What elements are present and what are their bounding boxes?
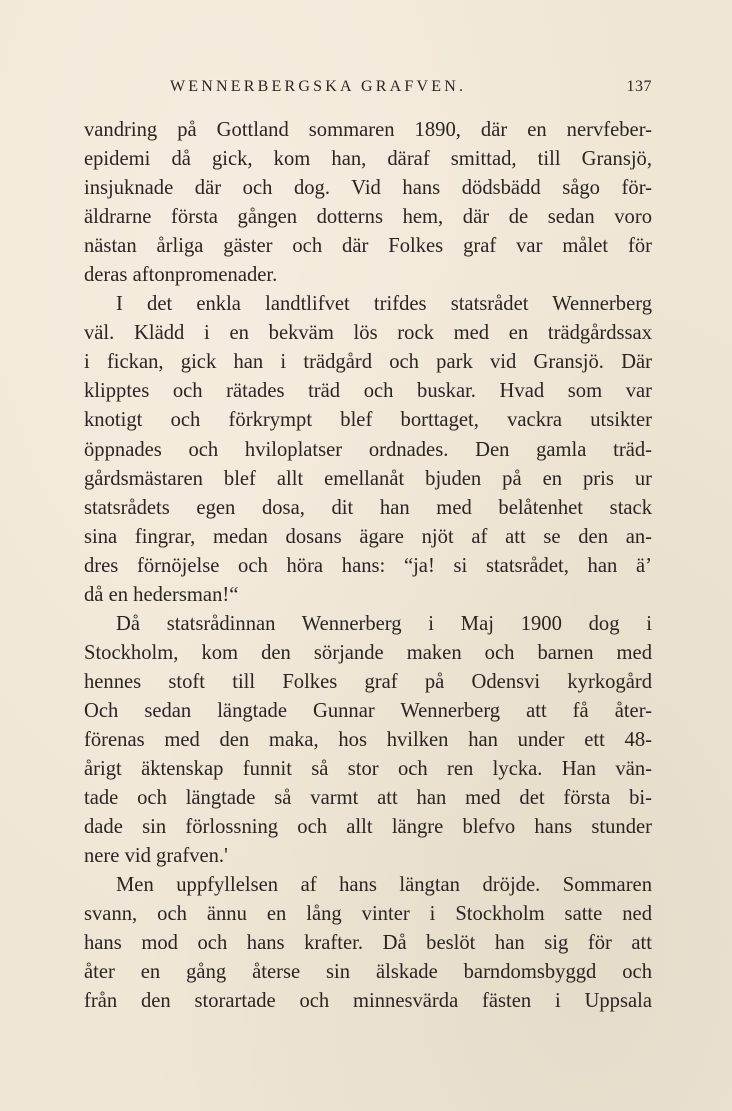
text-line: Och sedan längtade Gunnar Wennerberg att få åter- <box>84 699 652 722</box>
text-line: nästan årliga gäster och där Folkes graf var målet för <box>84 235 652 258</box>
text-line: klipptes och rätades träd och buskar. Hvad som var <box>84 380 652 403</box>
text-line: väl. Klädd i en bekväm lös rock med en trädgårdssax <box>84 322 652 345</box>
page-header <box>170 78 652 102</box>
text-line: epidemi då gick, kom han, däraf smittad, till Gransjö, <box>84 148 652 171</box>
text-line: gårdsmästaren blef allt emellanåt bjuden på en pris ur <box>84 467 652 490</box>
text-line: svann, och ännu en lång vinter i Stockholm satte ned <box>84 903 652 926</box>
text-line: hans mod och hans krafter. Då beslöt han sig för att <box>84 932 652 955</box>
text-line: vandring på Gottland sommaren 1890, där en nervfeber- <box>84 119 652 141</box>
text-line: Men uppfyllelsen af hans längtan dröjde. Sommaren <box>116 874 652 897</box>
text-line: från den storartade och minnesvärda fästen i Uppsala <box>84 990 652 1013</box>
text-line: I det enkla landtlifvet trifdes statsrådet Wennerberg <box>116 293 652 316</box>
text-line: sina fingrar, medan dosans ägare njöt af att se den an- <box>84 525 652 548</box>
text-line: statsrådets egen dosa, dit han med belåtenhet stack <box>84 496 652 519</box>
text-line: Stockholm, kom den sörjande maken och barnen med <box>84 641 652 664</box>
running-title: WENNERBERGSKA GRAFVEN. <box>170 78 467 95</box>
text-line: öppnades och hviloplatser ordnades. Den gamla träd- <box>84 438 652 461</box>
text-line: då en hedersman!“ <box>84 583 239 606</box>
text-line: dade sin förlossning och allt längre blefvo hans stunder <box>84 816 652 839</box>
text-line: åter en gång återse sin älskade barndomsbyggd och <box>84 961 652 984</box>
text-line: Då statsrådinnan Wennerberg i Maj 1900 dog i <box>116 612 652 635</box>
text-line: dres förnöjelse och höra hans: “ja! si statsrådet, han ä’ <box>84 554 652 577</box>
text-line: i fickan, gick han i trädgård och park vid Gransjö. Där <box>84 351 652 374</box>
text-line: deras aftonpromenader. <box>84 264 278 287</box>
text-line: hennes stoft till Folkes graf på Odensvi kyrkogård <box>84 670 652 693</box>
text-line: förenas med den maka, hos hvilken han under ett 48- <box>84 728 652 751</box>
text-line: årigt äktenskap funnit så stor och ren lycka. Han vän- <box>84 758 652 781</box>
body-text <box>84 116 652 1016</box>
text-line: knotigt och förkrympt blef borttaget, vackra utsikter <box>84 409 652 432</box>
text-line: nere vid grafven.' <box>84 845 228 868</box>
text-line: äldrarne första gången dotterns hem, där de sedan voro <box>84 206 652 229</box>
page-number: 137 <box>626 78 652 95</box>
text-line: insjuknade där och dog. Vid hans dödsbädd sågo för- <box>84 177 652 200</box>
text-line: tade och längtade så varmt att han med det första bi- <box>84 787 652 810</box>
